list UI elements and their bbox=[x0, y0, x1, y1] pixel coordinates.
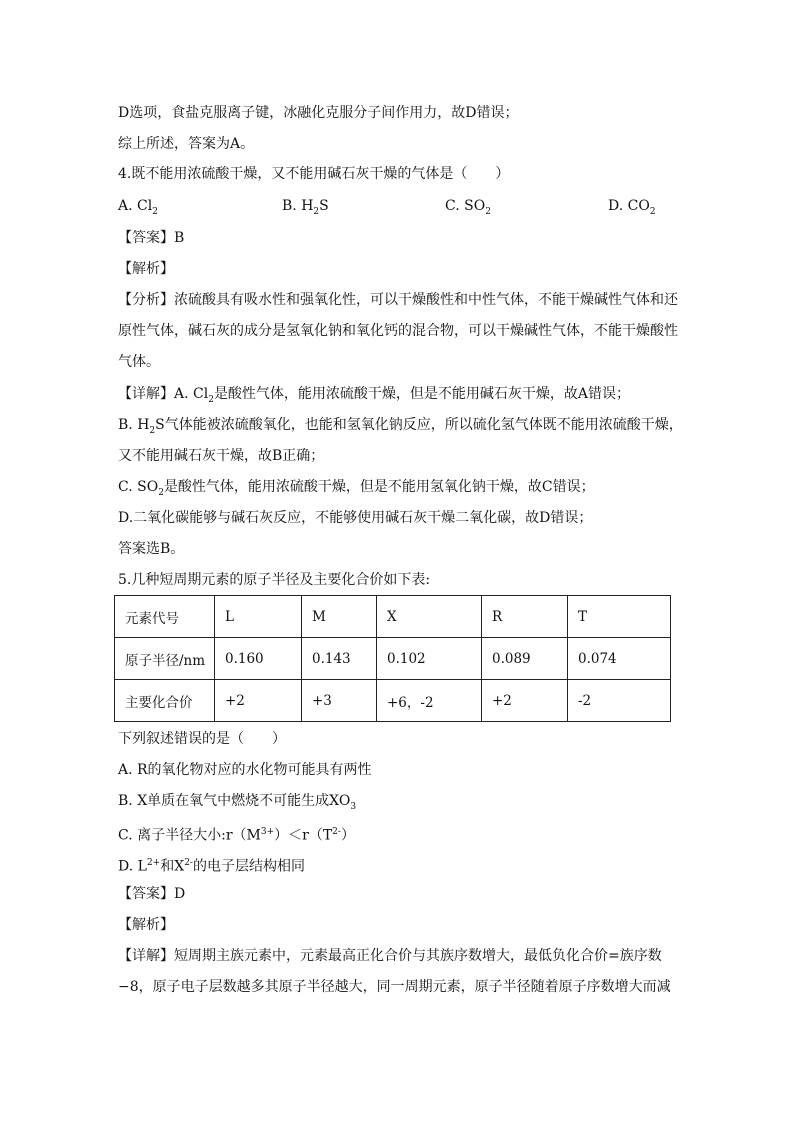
answer-label: 【答案】D bbox=[118, 886, 186, 902]
text-line: 【详解】A. $Cl_2$是酸性气体，能用浓硫酸干燥，但是不能用碱石灰干燥，故A错误； bbox=[118, 386, 631, 405]
table-cell: 元素代号 bbox=[115, 596, 215, 638]
analysis-label: 【解析】 bbox=[118, 917, 174, 933]
question-5-stem: 5.几种短周期元素的原子半径及主要化合价如下表: bbox=[118, 572, 431, 588]
answer-label: 【答案】B bbox=[118, 230, 185, 246]
text-line: 答案选B。 bbox=[118, 541, 185, 557]
table-cell: +2 bbox=[482, 680, 568, 722]
table-cell: +2 bbox=[215, 680, 302, 722]
table-cell: L bbox=[215, 596, 302, 638]
text-line: 气体。 bbox=[118, 354, 160, 370]
q4-option-d: D. $CO_2$ bbox=[608, 198, 656, 217]
text-line: D.二氧化碳能够与碱石灰反应，不能够使用碱石灰干燥二氧化碳，故D错误； bbox=[118, 510, 593, 526]
table-cell: 0.074 bbox=[568, 638, 671, 680]
question-4-stem: 4.既不能用浓硫酸干燥，又不能用碱石灰干燥的气体是（ ） bbox=[118, 166, 510, 182]
table-cell: T bbox=[568, 596, 671, 638]
q5-option-d: D. $L^{2+}$和$X^{2-}$的电子层结构相同 bbox=[118, 858, 305, 875]
table-cell: +3 bbox=[302, 680, 377, 722]
q4-option-c: C. $SO_2$ bbox=[445, 198, 491, 217]
q4-option-b: B. $H_2S$ bbox=[282, 198, 329, 217]
table-row bbox=[115, 680, 671, 722]
q5-option-c: C. 离子半径大小$:r(M^{3+})<r(T^{2-})$ bbox=[118, 827, 355, 844]
table-cell: -2 bbox=[568, 680, 671, 722]
text-line: 综上所述，答案为A。 bbox=[118, 136, 255, 152]
q5-option-a: A. R的氧化物对应的水化物可能具有两性 bbox=[118, 762, 372, 778]
text-line: 下列叙述错误的是（ ） bbox=[118, 731, 286, 747]
table-cell: X bbox=[377, 596, 482, 638]
text-line: 又不能用碱石灰干燥，故B正确； bbox=[118, 448, 325, 464]
text-line: 【分析】浓硫酸具有吸水性和强氧化性，可以干燥酸性和中性气体，不能干燥碱性气体和还 bbox=[118, 292, 678, 308]
table-cell: 原子半径/nm bbox=[115, 638, 215, 680]
table-cell: +6，-2 bbox=[377, 680, 482, 722]
text-line: D选项，食盐克服离子键，冰融化克服分子间作用力，故D错误； bbox=[118, 105, 519, 121]
table-cell: 0.102 bbox=[377, 638, 482, 680]
text-line: −8，原子电子层数越多其原子半径越大，同一周期元素，原子半径随着原子序数增大而减 bbox=[118, 979, 671, 995]
table-cell: 0.089 bbox=[482, 638, 568, 680]
analysis-label: 【解析】 bbox=[118, 261, 174, 277]
text-line: C. $SO_2$是酸性气体，能用浓硫酸干燥，但是不能用氢氧化钠干燥，故C错误； bbox=[118, 479, 595, 498]
table-row bbox=[115, 596, 671, 638]
text-line: 【详解】短周期主族元素中，元素最高正化合价与其族序数增大，最低负化合价=族序数 bbox=[118, 948, 662, 964]
table-row bbox=[115, 638, 671, 680]
element-table bbox=[114, 595, 671, 722]
table-cell: 0.143 bbox=[302, 638, 377, 680]
q4-option-a: A. $Cl_2$ bbox=[118, 198, 158, 217]
table-cell: M bbox=[302, 596, 377, 638]
text-line: 原性气体，碱石灰的成分是氢氧化钠和氧化钙的混合物，可以干燥碱性气体，不能干燥酸性 bbox=[118, 323, 678, 339]
text-line: B. $H_2S$气体能被浓硫酸氧化，也能和氢氧化钠反应，所以硫化氢气体既不能用浓硫酸干燥， bbox=[118, 417, 683, 436]
table-cell: 主要化合价 bbox=[115, 680, 215, 722]
q5-option-b: B. X单质在氧气中燃烧不可能生成$XO_3$ bbox=[118, 793, 357, 812]
table-cell: 0.160 bbox=[215, 638, 302, 680]
table-cell: R bbox=[482, 596, 568, 638]
